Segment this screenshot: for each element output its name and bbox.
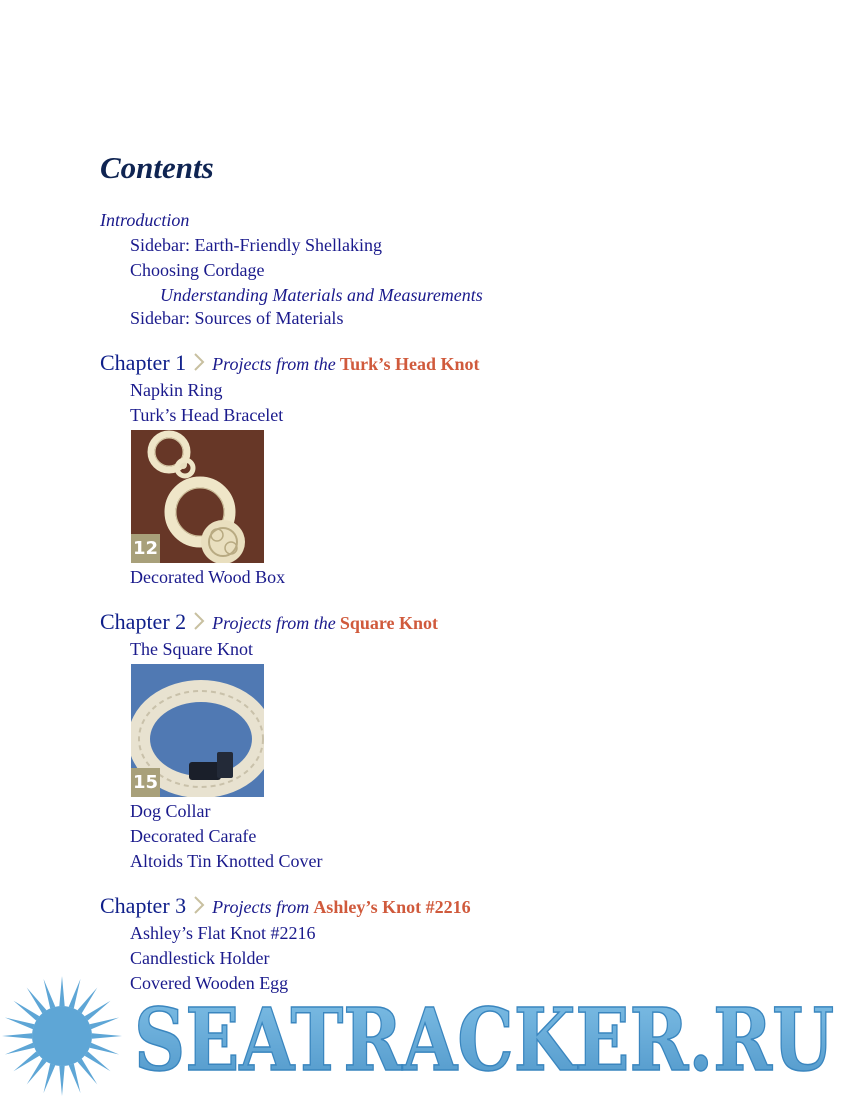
dog-collar-thumbnail[interactable]	[131, 664, 264, 797]
sun-ray	[85, 1051, 111, 1071]
sun-ray	[27, 1059, 47, 1085]
sun-ray	[77, 988, 97, 1014]
chevron-right-icon	[192, 351, 206, 373]
toc-entry[interactable]: Ashley’s Flat Knot #2216	[130, 923, 316, 943]
toc-entry[interactable]: Decorated Wood Box	[130, 567, 286, 587]
toc-entry[interactable]: Decorated Carafe	[130, 826, 257, 846]
chapter-knot: Turk’s Head Knot	[339, 354, 480, 374]
chevron-right-icon	[192, 610, 206, 632]
chapter-1-heading[interactable]	[100, 350, 480, 376]
toc-entry[interactable]: Turk’s Head Bracelet	[130, 405, 284, 425]
toc-entry[interactable]: The Square Knot	[130, 639, 253, 659]
sun-ray	[59, 1066, 64, 1096]
sun-ray	[27, 988, 47, 1014]
sun-ray	[69, 1064, 81, 1094]
toc-entry[interactable]: Sidebar: Sources of Materials	[130, 308, 344, 328]
chevron-right-icon	[192, 894, 206, 916]
page-title: Contents	[100, 150, 214, 185]
sun-ray	[69, 979, 81, 1009]
sun-ray	[2, 1033, 32, 1038]
sun-ray	[5, 1043, 35, 1055]
page-number-badge: 15	[131, 768, 160, 797]
sun-ray	[90, 1043, 120, 1055]
sun-ray	[44, 979, 56, 1009]
toc-entry[interactable]: Napkin Ring	[130, 380, 223, 400]
toc-entry[interactable]: Altoids Tin Knotted Cover	[130, 851, 323, 871]
watermark-graphic	[0, 972, 850, 1100]
toc-entry[interactable]: Choosing Cordage	[130, 260, 265, 280]
chapter-knot: Square Knot	[339, 613, 439, 633]
toc-entry[interactable]: Understanding Materials and Measurements	[160, 285, 483, 305]
toc-entry[interactable]: Covered Wooden Egg	[130, 973, 289, 993]
watermark-text: SEATRACKER.RU	[134, 990, 834, 1091]
chapter-knot: Ashley’s Knot #2216	[313, 897, 471, 917]
page-number-badge: 12	[131, 534, 160, 563]
chapter-prefix: Projects from the	[212, 354, 336, 374]
sun-ray	[77, 1059, 97, 1085]
sun-ray	[14, 1001, 40, 1021]
sun-icon	[2, 976, 122, 1096]
chapter-number: Chapter 3	[100, 893, 187, 918]
chapter-number: Chapter 2	[100, 609, 187, 634]
watermark	[0, 972, 850, 1100]
toc-entry[interactable]: Dog Collar	[130, 801, 211, 821]
chapter-2-heading[interactable]	[100, 609, 438, 635]
sun-ray	[5, 1018, 35, 1030]
intro-heading[interactable]: Introduction	[100, 210, 190, 230]
sun-ray	[44, 1064, 56, 1094]
chapter-number: Chapter 1	[100, 350, 187, 375]
sun-ray	[14, 1051, 40, 1071]
bracelet-thumbnail[interactable]	[131, 430, 264, 563]
toc-entry[interactable]: Candlestick Holder	[130, 948, 270, 968]
chapter-prefix: Projects from	[212, 897, 310, 917]
sun-ray	[85, 1001, 111, 1021]
chapter-prefix: Projects from the	[212, 613, 336, 633]
sun-ray	[90, 1018, 120, 1030]
toc-entry[interactable]: Sidebar: Earth-Friendly Shellaking	[130, 235, 382, 255]
sun-ray	[59, 976, 64, 1006]
sun-ray	[92, 1033, 122, 1038]
chapter-3-heading[interactable]	[100, 893, 471, 919]
